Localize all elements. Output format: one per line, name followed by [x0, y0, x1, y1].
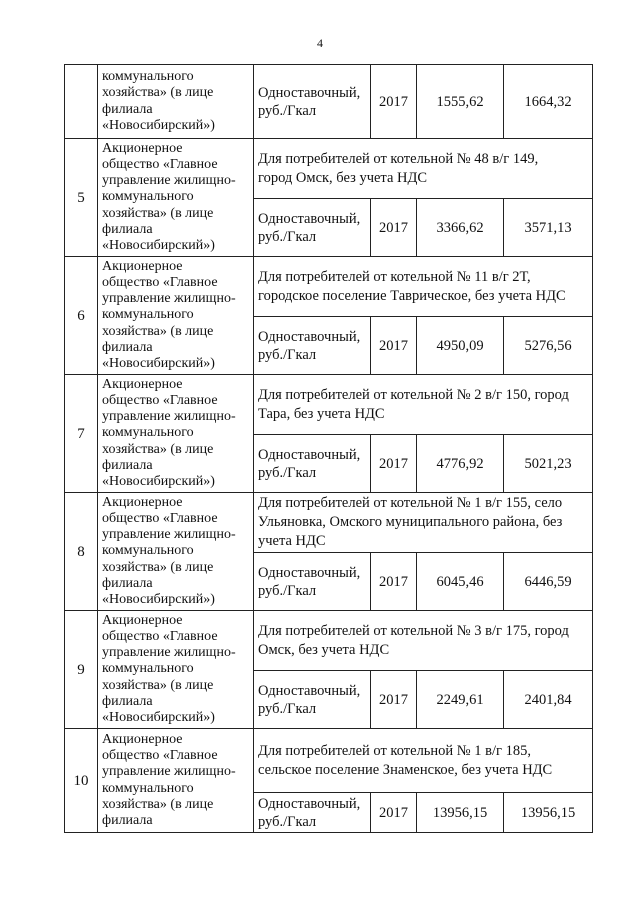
org-line: «Новосибирский»)	[102, 474, 215, 489]
consumer-description	[254, 139, 593, 199]
org-line: «Новосибирский»)	[102, 238, 215, 253]
tariff-type	[254, 553, 371, 611]
desc-line: Для потребителей от котельной № 48 в/г 149,	[258, 150, 539, 167]
tariff-value-1: 2249,61	[417, 671, 504, 729]
desc-line: Омск, без учета НДС	[258, 641, 390, 658]
tariff-unit: руб./Гкал	[258, 346, 317, 363]
tariff-unit: руб./Гкал	[258, 700, 317, 717]
table-row	[65, 493, 593, 553]
org-line: общество «Главное	[102, 628, 218, 644]
tariff-type-label: Одноставочный,	[258, 682, 361, 699]
organization-name	[98, 139, 254, 257]
tariff-value-1: 4950,09	[417, 317, 504, 375]
desc-line: Для потребителей от котельной № 3 в/г 175, город	[258, 622, 569, 639]
org-line: общество «Главное	[102, 156, 218, 172]
tariff-year: 2017	[371, 553, 417, 611]
tariff-type	[254, 671, 371, 729]
consumer-description	[254, 375, 593, 435]
organization-name	[98, 257, 254, 375]
tariff-year: 2017	[371, 317, 417, 375]
org-line: хозяйства» (в лице	[102, 205, 214, 221]
desc-line: Ульяновка, Омского муниципального района, без	[258, 514, 563, 530]
tariff-value-1: 6045,46	[417, 553, 504, 611]
tariff-unit: руб./Гкал	[258, 228, 317, 245]
desc-line: Для потребителей от котельной № 1 в/г 185,	[258, 742, 531, 759]
tariff-year: 2017	[371, 65, 417, 139]
tariff-unit: руб./Гкал	[258, 464, 317, 481]
org-line: общество «Главное	[102, 392, 218, 408]
org-line: «Новосибирский»)	[102, 592, 215, 607]
table-row	[65, 611, 593, 671]
org-line: управление жилищно-	[102, 291, 236, 307]
tariff-value-1: 4776,92	[417, 435, 504, 493]
tariff-year: 2017	[371, 793, 417, 833]
tariff-type-label: Одноставочный,	[258, 328, 361, 345]
tariff-value-2: 6446,59	[504, 553, 593, 611]
row-number: 8	[65, 493, 98, 611]
tariff-value-2: 3571,13	[504, 199, 593, 257]
tariff-table	[64, 64, 593, 833]
tariff-value-2: 1664,32	[504, 65, 593, 139]
tariff-year: 2017	[371, 199, 417, 257]
tariff-type	[254, 65, 371, 139]
desc-line: Для потребителей от котельной № 2 в/г 150, город	[258, 386, 569, 403]
org-line: хозяйства» (в лице	[102, 559, 214, 575]
organization-name	[98, 611, 254, 729]
consumer-description	[254, 611, 593, 671]
tariff-value-1: 3366,62	[417, 199, 504, 257]
tariff-unit: руб./Гкал	[258, 582, 317, 599]
tariff-type-label: Одноставочный,	[258, 564, 361, 581]
org-line: общество «Главное	[102, 510, 218, 526]
table-row	[65, 375, 593, 435]
org-line: хозяйства» (в лице	[102, 677, 214, 693]
tariff-value-2: 2401,84	[504, 671, 593, 729]
org-line: хозяйства» (в лице	[102, 441, 214, 457]
desc-line: Тара, без учета НДС	[258, 405, 385, 422]
consumer-description	[254, 493, 593, 553]
table-row	[65, 729, 593, 793]
org-line: Акционерное	[102, 731, 183, 747]
desc-line: город Омск, без учета НДС	[258, 169, 428, 186]
tariff-value-2: 5021,23	[504, 435, 593, 493]
tariff-year: 2017	[371, 435, 417, 493]
org-line: филиала	[102, 693, 153, 709]
tariff-type	[254, 793, 371, 833]
org-line: Акционерное	[102, 494, 183, 510]
tariff-type-label: Одноставочный,	[258, 446, 361, 463]
org-line: коммунального	[102, 307, 194, 323]
org-line: управление жилищно-	[102, 409, 236, 425]
org-line: «Новосибирский»)	[102, 356, 215, 371]
row-number: 9	[65, 611, 98, 729]
org-line: «Новосибирский»)	[102, 117, 215, 133]
org-line: Акционерное	[102, 258, 183, 274]
org-line: управление жилищно-	[102, 173, 236, 189]
org-line: филиала	[102, 339, 153, 355]
page-number: 4	[317, 36, 323, 50]
org-line: хозяйства» (в лице	[102, 85, 214, 101]
desc-line: Для потребителей от котельной № 11 в/г 2Т,	[258, 268, 531, 285]
desc-line: учета НДС	[258, 533, 326, 549]
org-line: Акционерное	[102, 376, 183, 392]
tariff-type-label: Одноставочный,	[258, 84, 361, 101]
row-number	[65, 65, 98, 139]
org-line: филиала	[102, 457, 153, 473]
consumer-description	[254, 257, 593, 317]
tariff-type	[254, 317, 371, 375]
tariff-value-1: 13956,15	[417, 793, 504, 833]
table-row	[65, 257, 593, 317]
org-line: коммунального	[102, 189, 194, 205]
org-line: управление жилищно-	[102, 527, 236, 543]
org-line: коммунального	[102, 69, 194, 85]
row-number: 7	[65, 375, 98, 493]
org-line: «Новосибирский»)	[102, 710, 215, 725]
org-line: филиала	[102, 575, 153, 591]
tariff-type	[254, 435, 371, 493]
organization-name	[98, 493, 254, 611]
org-line: коммунального	[102, 425, 194, 441]
tariff-value-1: 1555,62	[417, 65, 504, 139]
tariff-value-2: 5276,56	[504, 317, 593, 375]
org-line: управление жилищно-	[102, 764, 236, 780]
org-line: Акционерное	[102, 612, 183, 628]
tariff-unit: руб./Гкал	[258, 813, 317, 830]
table-row	[65, 139, 593, 199]
row-number: 6	[65, 257, 98, 375]
row-number: 5	[65, 139, 98, 257]
consumer-description	[254, 729, 593, 793]
org-line: филиала	[102, 221, 153, 237]
desc-line: городское поселение Таврическое, без учета НДС	[258, 287, 566, 304]
tariff-value-2: 13956,15	[504, 793, 593, 833]
org-line: коммунального	[102, 780, 194, 796]
table-row-continuation	[65, 65, 593, 139]
org-line: филиала	[102, 812, 153, 828]
organization-name	[98, 729, 254, 833]
desc-line: Для потребителей от котельной № 1 в/г 155, село	[258, 495, 563, 511]
org-line: общество «Главное	[102, 748, 218, 764]
tariff-year: 2017	[371, 671, 417, 729]
row-number: 10	[65, 729, 98, 833]
org-line: коммунального	[102, 543, 194, 559]
org-line: филиала	[102, 101, 153, 117]
org-line: коммунального	[102, 661, 194, 677]
org-line: хозяйства» (в лице	[102, 323, 214, 339]
organization-name	[98, 375, 254, 493]
tariff-type	[254, 199, 371, 257]
tariff-type-label: Одноставочный,	[258, 210, 361, 227]
organization-name	[98, 65, 254, 139]
org-line: Акционерное	[102, 140, 183, 156]
desc-line: сельское поселение Знаменское, без учета НДС	[258, 761, 553, 778]
tariff-type-label: Одноставочный,	[258, 795, 361, 812]
tariff-unit: руб./Гкал	[258, 102, 317, 119]
org-line: хозяйства» (в лице	[102, 796, 214, 812]
org-line: управление жилищно-	[102, 645, 236, 661]
org-line: общество «Главное	[102, 274, 218, 290]
